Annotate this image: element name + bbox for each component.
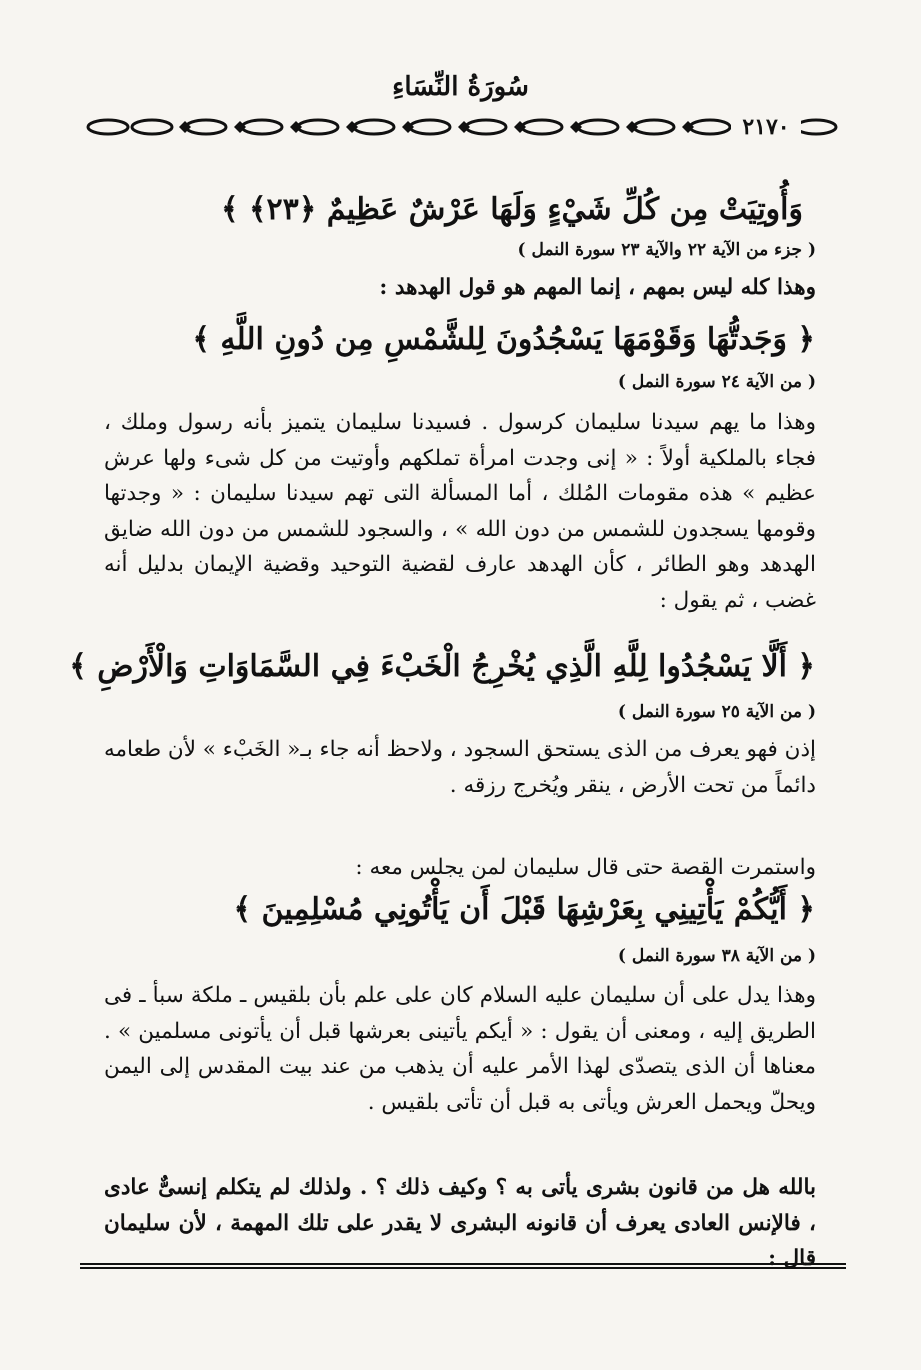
verse-reference-4: ( من الآية ٣٨ سورة النمل ) [617,946,816,966]
paragraph-1: وهذا كله ليس بمهم ، إنما المهم هو قول الهدهد : [379,275,816,300]
paragraph-3: إذن فهو يعرف من الذى يستحق السجود ، ولاحظ أنه جاء بـ« الخَبْء » لأن طعامه دائماً من تحت الأرض ، ينقر ويُخرج رزقه . [104,737,816,798]
quran-verse-1: وَأُوتِيَتْ مِن كُلِّ شَيْءٍ وَلَهَا عَرْشٌ عَظِيمٌ ﴿٢٣﴾ ﴾ [220,192,803,227]
paragraph-4: واستمرت القصة حتى قال سليمان لمن يجلس معه : [355,855,816,880]
page-number: ٢١٧٠ [731,112,801,142]
verse-reference-3: ( من الآية ٢٥ سورة النمل ) [617,702,816,722]
verse-reference-1: ( جزء من الآية ٢٢ والآية ٢٣ سورة النمل ) [517,240,816,260]
header-ornament-border [86,112,840,142]
quran-verse-2: ﴿ وَجَدتُّهَا وَقَوْمَهَا يَسْجُدُونَ لِلشَّمْسِ مِن دُونِ اللَّهِ ﴾ [192,322,815,357]
verse-reference-2: ( من الآية ٢٤ سورة النمل ) [617,372,816,392]
quran-verse-3: ﴿ أَلَّا يَسْجُدُوا لِلَّهِ الَّذِي يُخْرِجُ الْخَبْءَ فِي السَّمَاوَاتِ وَالْأَرْضِ ﴾ [69,649,815,684]
paragraph-6: بالله هل من قانون بشرى يأتى به ؟ وكيف ذلك ؟ . ولذلك لم يتكلم إنسىٌّ عادى ، فالإنس العادى يعرف أن قانونه البشرى لا يقدر على تلك المهمة ، لأن سليمان قال : [104,1175,816,1271]
surah-title: سُورَةُ النِّسَاءِ [392,72,529,102]
quran-verse-4: ﴿ أَيُّكُمْ يَأْتِينِي بِعَرْشِهَا قَبْلَ أَن يَأْتُونِي مُسْلِمِينَ ﴾ [233,892,815,927]
footer-rule [80,1262,846,1270]
paragraph-5: وهذا يدل على أن سليمان عليه السلام كان على علم بأن بلقيس ـ ملكة سبأ ـ فى الطريق إليه ، ومعنى أن يقول : « أيكم يأتينى بعرشها قبل أن يأتونى مسلمين » . معناها أن الذى يتصدّى لهذا الأمر عليه أن يذهب من عند بيت المقدس إلى اليمن ويحلّ ويحمل العرش ويأتى به قبل أن تأتى بلقيس . [104,983,816,1115]
paragraph-2: وهذا ما يهم سيدنا سليمان كرسول . فسيدنا سليمان يتميز بأنه رسول وملك ، فجاء بالملكية أولاً : « إنى وجدت امرأة تملكهم وأوتيت من كل شىء ولها عرش عظيم » هذه مقومات المُلك ، أما المسألة التى تهم سيدنا سليمان : « وجدتها وقومها يسجدون للشمس من دون الله » ، والسجود للشمس من دون الله ضايق الهدهد وهو الطائر ، كأن الهدهد عارف لقضية التوحيد وقضية الإيمان بدليل أنه غضب ، ثم يقول : [104,410,816,613]
